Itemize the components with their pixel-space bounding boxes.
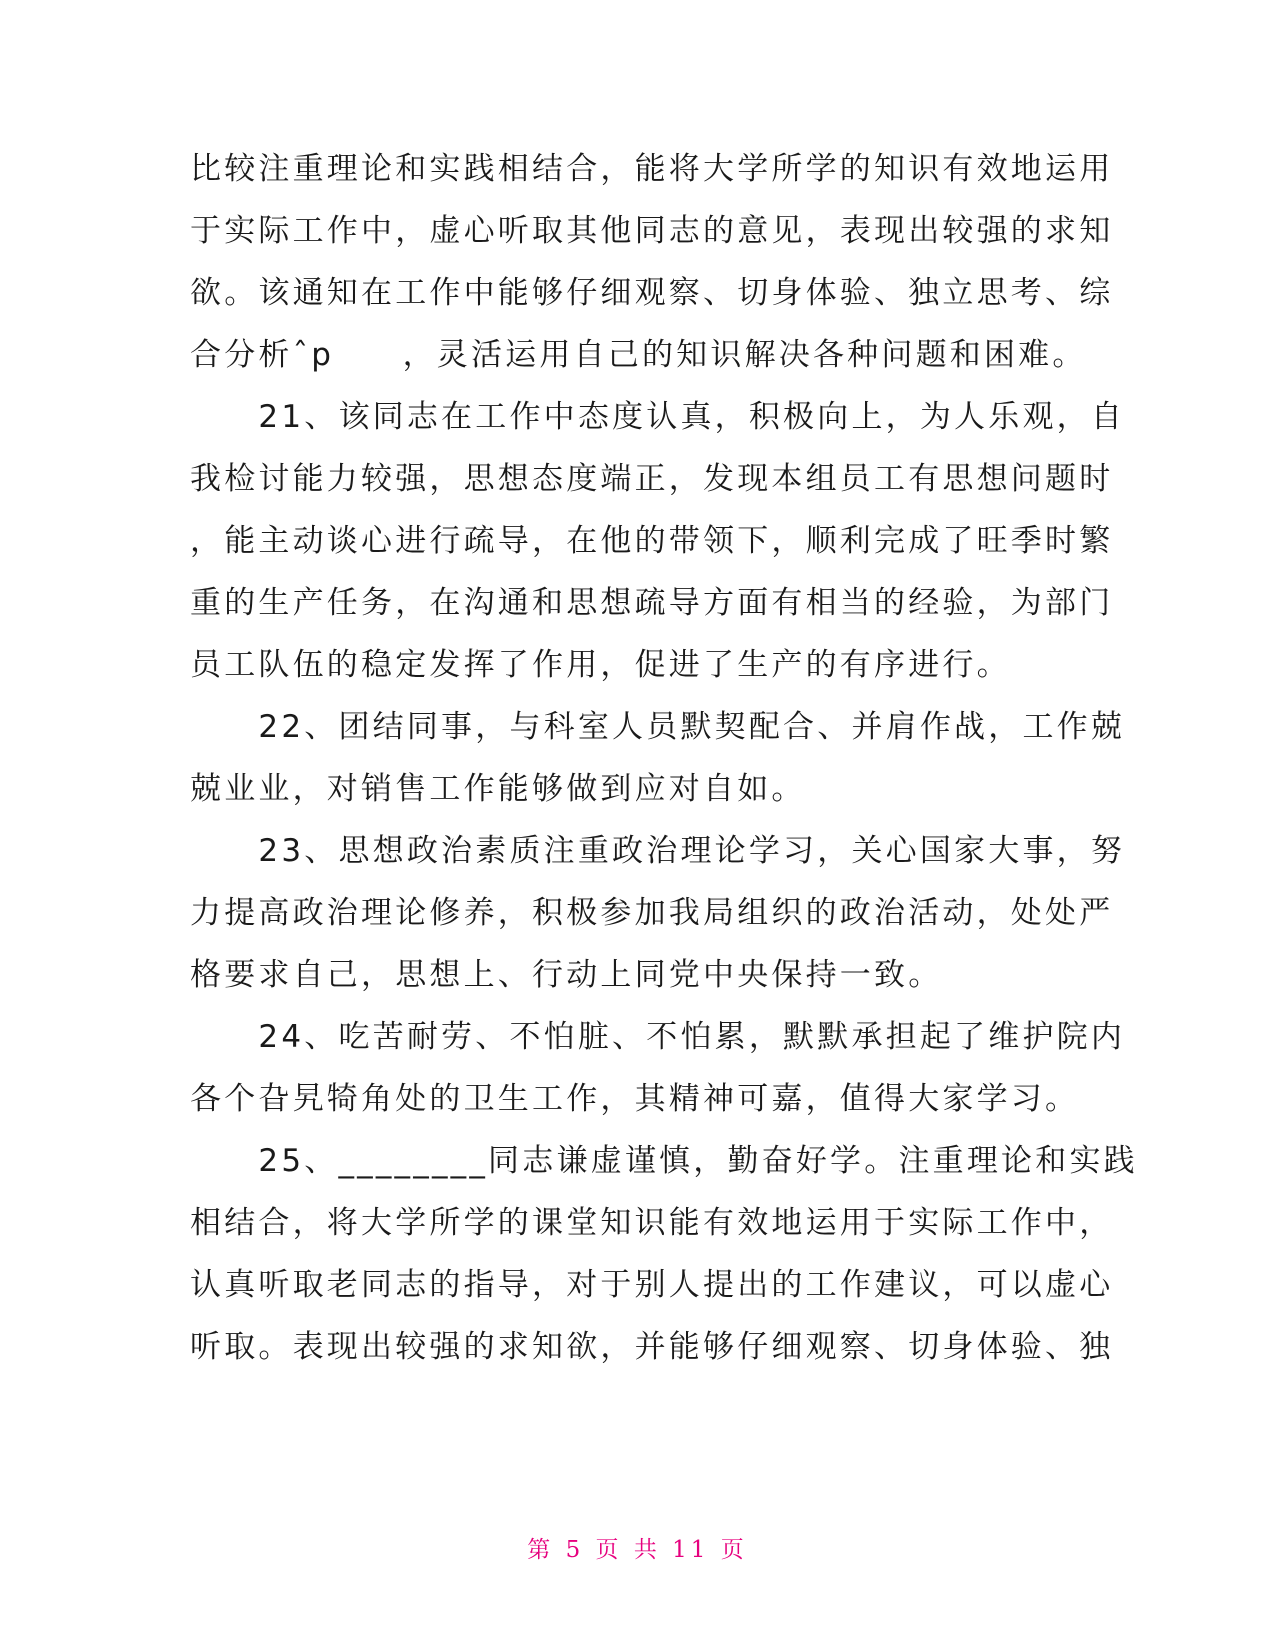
text-line: 兢业业，对销售工作能够做到应对自如。 (190, 771, 806, 807)
text-line: 重的生产任务，在沟通和思想疏导方面有相当的经验，为部门 (190, 585, 1114, 621)
text-line: 员工队伍的稳定发挥了作用，促进了生产的有序进行。 (190, 647, 1011, 683)
text-line: 各个旮旯犄角处的卫生工作，其精神可嘉，值得大家学习。 (190, 1081, 1080, 1117)
text-line: 于实际工作中，虚心听取其他同志的意见，表现出较强的求知 (190, 213, 1114, 249)
text-line: 25、________同志谦虚谨慎，勤奋好学。注重理论和实践 (190, 1143, 1138, 1179)
text-line: 合分析ˆp ，灵活运用自己的知识解决各种问题和困难。 (190, 337, 1087, 373)
text-line: 相结合，将大学所学的课堂知识能有效地运用于实际工作中， (190, 1205, 1114, 1241)
text-line: 欲。该通知在工作中能够仔细观察、切身体验、独立思考、综 (190, 275, 1114, 311)
text-line: 我检讨能力较强，思想态度端正，发现本组员工有思想问题时 (190, 461, 1114, 497)
text-line: 听取。表现出较强的求知欲，并能够仔细观察、切身体验、独 (190, 1329, 1114, 1365)
text-line: 23、思想政治素质注重政治理论学习，关心国家大事，努 (190, 833, 1126, 869)
text-line: 22、团结同事，与科室人员默契配合、并肩作战，工作兢 (190, 709, 1126, 745)
text-line: 24、吃苦耐劳、不怕脏、不怕累，默默承担起了维护院内 (190, 1019, 1126, 1055)
page-number-footer: 第 5 页 共 11 页 (527, 1537, 748, 1563)
text-line: 格要求自己，思想上、行动上同党中央保持一致。 (190, 957, 943, 993)
text-line: 认真听取老同志的指导，对于别人提出的工作建议，可以虚心 (190, 1267, 1114, 1303)
text-line: ，能主动谈心进行疏导，在他的带领下，顺利完成了旺季时繁 (190, 523, 1114, 559)
document-body (190, 138, 1138, 1378)
text-line: 力提高政治理论修养，积极参加我局组织的政治活动，处处严 (190, 895, 1114, 931)
text-line: 21、该同志在工作中态度认真，积极向上，为人乐观，自 (190, 399, 1126, 435)
text-line: 比较注重理论和实践相结合，能将大学所学的知识有效地运用 (190, 151, 1114, 187)
